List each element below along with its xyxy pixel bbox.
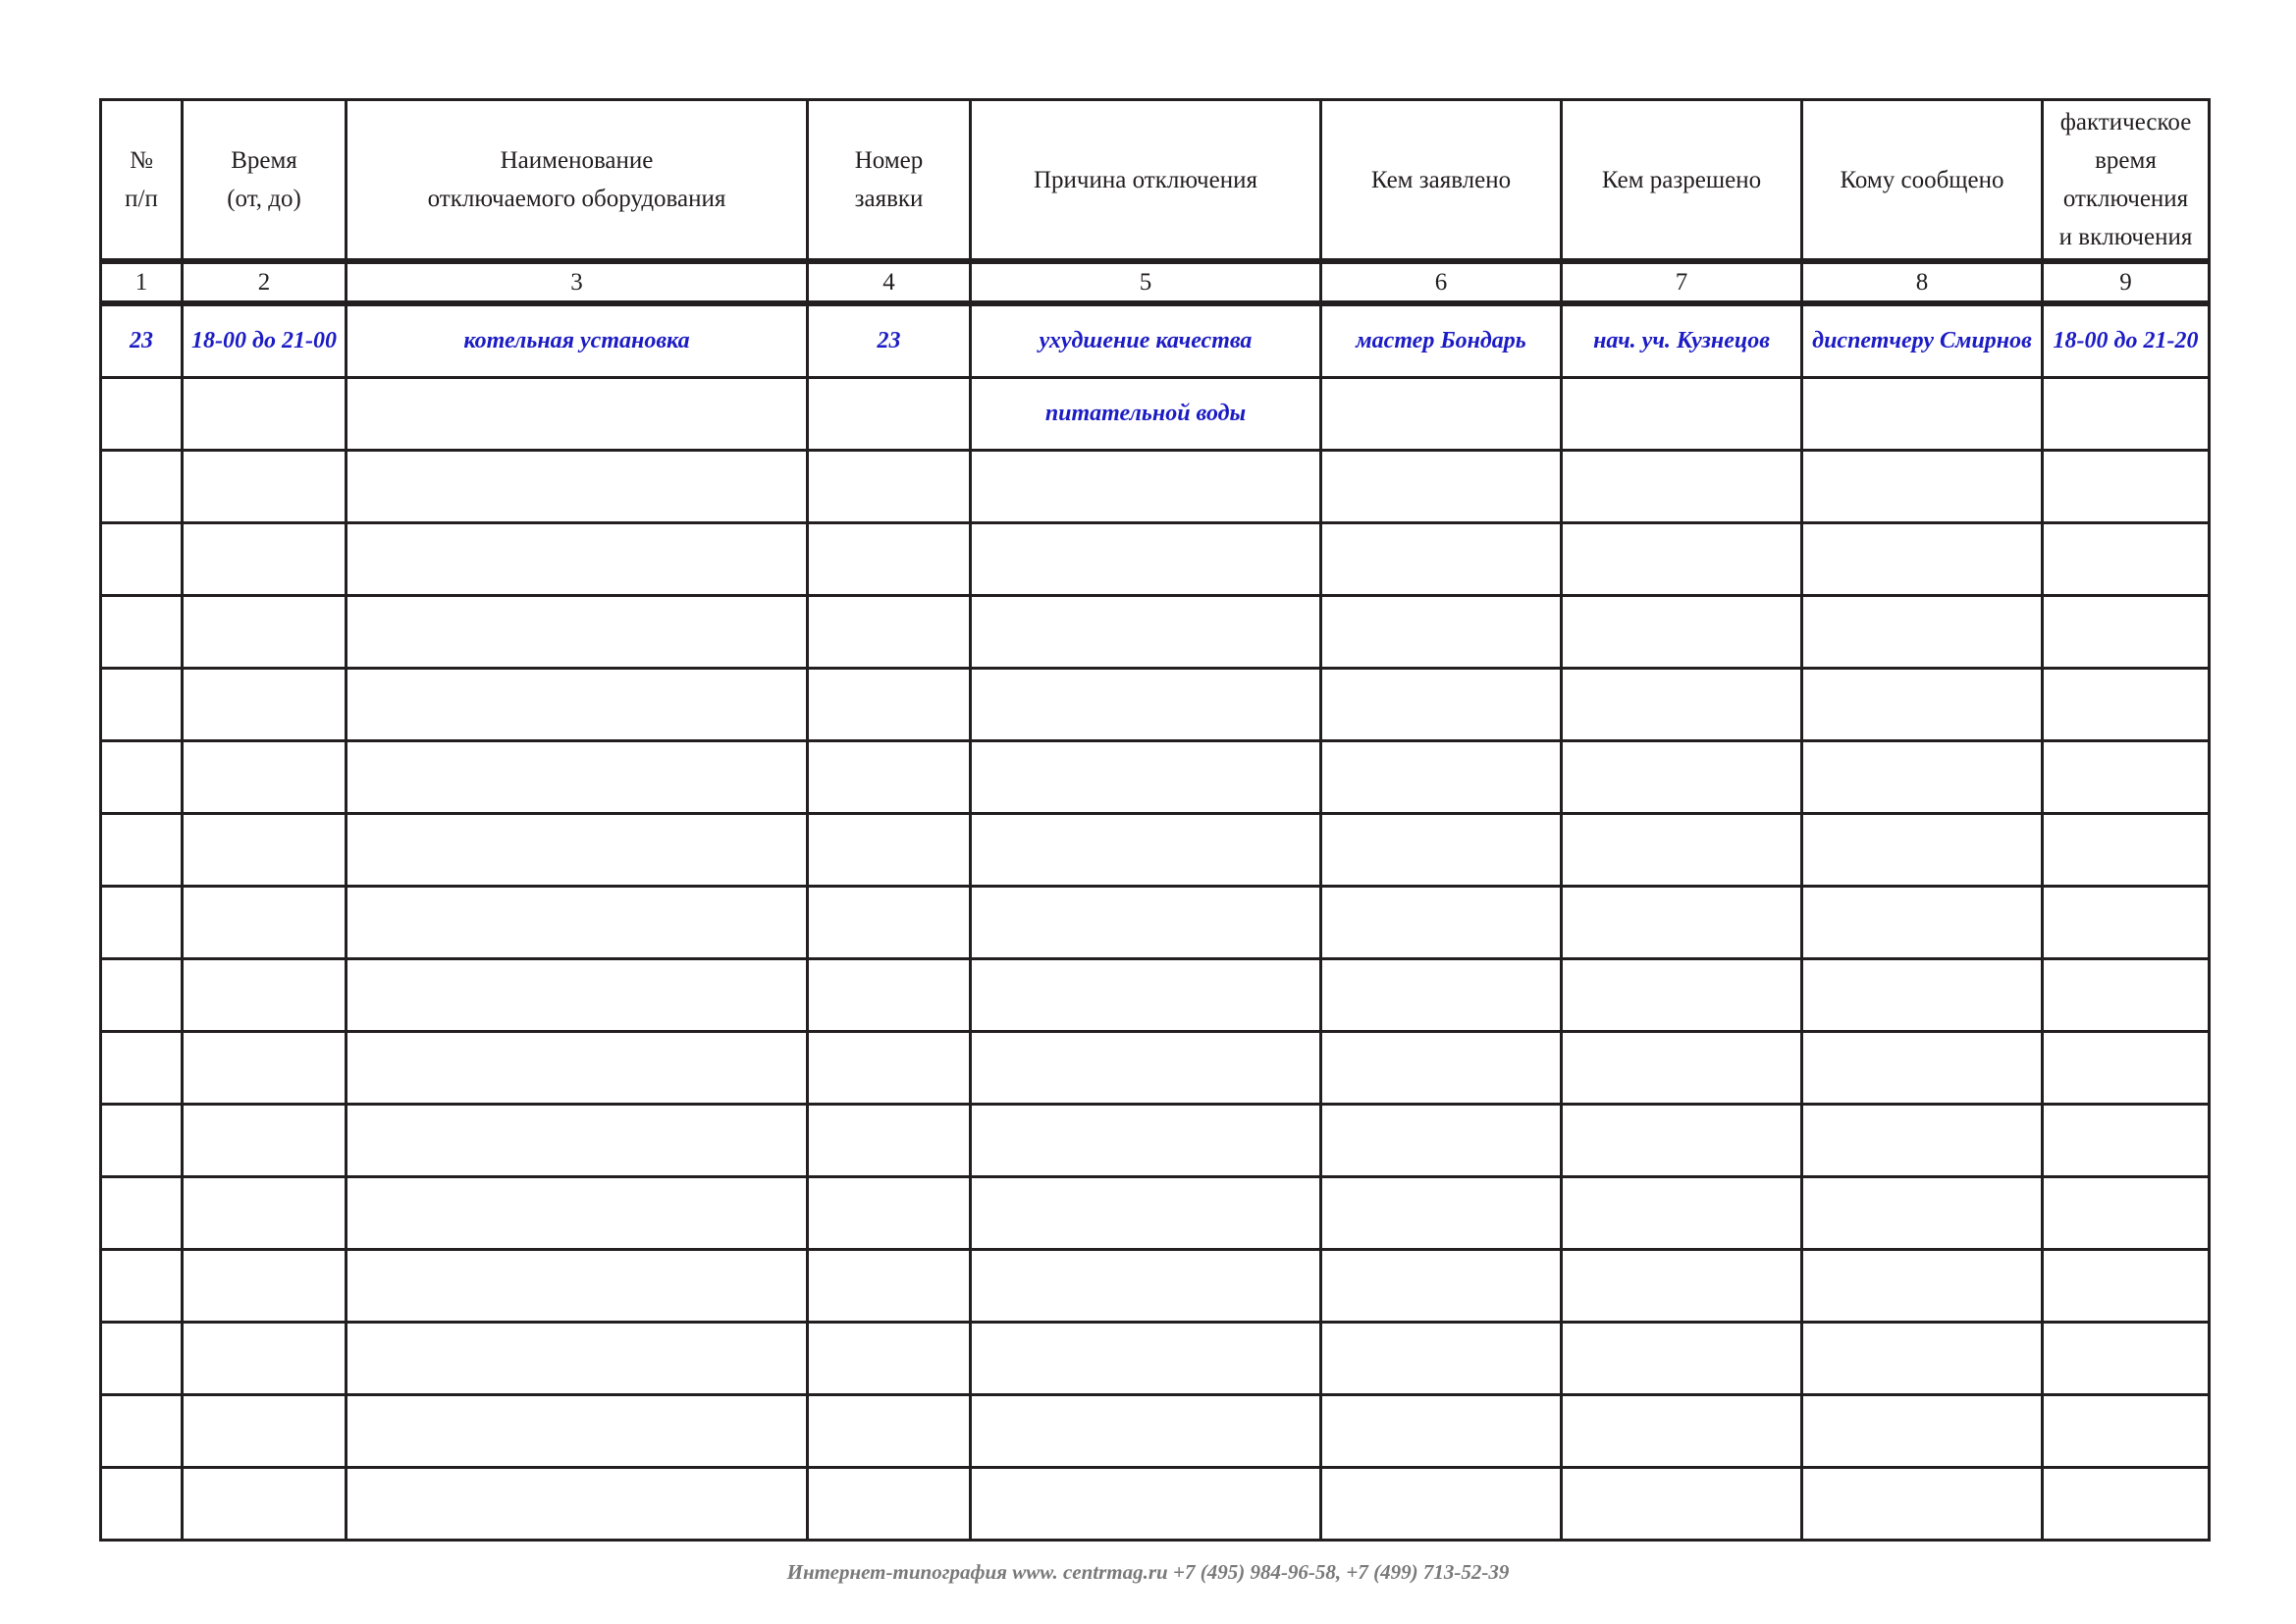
cell-declared-by[interactable]	[1321, 596, 1562, 669]
cell-notified-to[interactable]	[1802, 1468, 2043, 1541]
cell-equipment-name[interactable]	[347, 1468, 808, 1541]
cell-row-number[interactable]	[101, 814, 183, 887]
cell-disconnection-reason[interactable]	[971, 523, 1321, 596]
cell-equipment-name[interactable]	[347, 959, 808, 1032]
cell-declared-by[interactable]	[1321, 669, 1562, 741]
cell-equipment-name[interactable]	[347, 378, 808, 451]
header-actual-time	[2043, 100, 2210, 262]
cell-actual-time[interactable]	[2043, 378, 2210, 451]
cell-equipment-name[interactable]	[347, 1105, 808, 1177]
table-row	[101, 1032, 2210, 1105]
table-row	[101, 814, 2210, 887]
cell-request-number[interactable]	[808, 1250, 971, 1323]
cell-request-number[interactable]	[808, 1032, 971, 1105]
cell-disconnection-reason[interactable]	[971, 1250, 1321, 1323]
cell-row-number[interactable]	[101, 451, 183, 523]
printer-footer: Интернет-типография www. centrmag.ru +7 (495) 984-96-58, +7 (499) 713-52-39	[786, 1560, 1510, 1584]
cell-row-number[interactable]	[101, 887, 183, 959]
cell-actual-time[interactable]	[2043, 1250, 2210, 1323]
cell-permitted-by[interactable]	[1562, 378, 1802, 451]
cell-permitted-by[interactable]	[1562, 959, 1802, 1032]
cell-declared-by[interactable]	[1321, 1177, 1562, 1250]
cell-request-number[interactable]	[808, 1468, 971, 1541]
cell-declared-by[interactable]	[1321, 814, 1562, 887]
table-row	[101, 959, 2210, 1032]
cell-permitted-by[interactable]	[1562, 1323, 1802, 1395]
header-line: Кому сообщено	[1840, 166, 2004, 193]
cell-disconnection-reason[interactable]	[971, 959, 1321, 1032]
cell-permitted-by[interactable]	[1562, 887, 1802, 959]
cell-disconnection-reason[interactable]	[971, 814, 1321, 887]
cell-declared-by[interactable]	[1321, 1323, 1562, 1395]
cell-disconnection-reason[interactable]	[971, 669, 1321, 741]
cell-row-number[interactable]	[101, 1105, 183, 1177]
cell-equipment-name[interactable]	[347, 1395, 808, 1468]
cell-notified-to[interactable]	[1802, 523, 2043, 596]
cell-notified-to[interactable]	[1802, 1323, 2043, 1395]
cell-disconnection-reason[interactable]	[971, 1323, 1321, 1395]
cell-row-number[interactable]	[101, 1395, 183, 1468]
column-number: 4	[808, 261, 971, 303]
header-line: Кем разрешено	[1601, 166, 1762, 193]
cell-disconnection-reason[interactable]	[971, 887, 1321, 959]
cell-declared-by[interactable]	[1321, 1468, 1562, 1541]
table-row	[101, 1395, 2210, 1468]
cell-row-number[interactable]	[101, 1468, 183, 1541]
cell-actual-time[interactable]	[2043, 1105, 2210, 1177]
table-row	[101, 596, 2210, 669]
cell-time[interactable]	[183, 596, 347, 669]
cell-declared-by[interactable]	[1321, 959, 1562, 1032]
cell-request-number[interactable]	[808, 451, 971, 523]
journal-table-wrapper	[99, 98, 2208, 1530]
cell-request-number[interactable]	[808, 741, 971, 814]
cell-notified-to[interactable]	[1802, 669, 2043, 741]
header-declared-by	[1321, 100, 1562, 262]
header-line: Время	[231, 147, 297, 174]
cell-time[interactable]	[183, 1250, 347, 1323]
header-permitted-by	[1562, 100, 1802, 262]
cell-declared-by[interactable]	[1321, 378, 1562, 451]
cell-time[interactable]	[183, 1323, 347, 1395]
cell-actual-time[interactable]	[2043, 814, 2210, 887]
column-number: 3	[347, 261, 808, 303]
cell-time[interactable]	[183, 1395, 347, 1468]
cell-row-number[interactable]	[101, 596, 183, 669]
header-row	[101, 100, 2210, 262]
cell-permitted-by[interactable]	[1562, 451, 1802, 523]
cell-time[interactable]	[183, 887, 347, 959]
cell-equipment-name[interactable]	[347, 814, 808, 887]
cell-declared-by[interactable]: мастер Бондарь	[1321, 303, 1562, 378]
table-row	[101, 1250, 2210, 1323]
cell-request-number[interactable]	[808, 1105, 971, 1177]
cell-permitted-by[interactable]	[1562, 1468, 1802, 1541]
table-row	[101, 451, 2210, 523]
cell-request-number[interactable]	[808, 523, 971, 596]
header-row-number	[101, 100, 183, 262]
cell-request-number[interactable]: 23	[808, 303, 971, 378]
cell-time[interactable]	[183, 1032, 347, 1105]
cell-row-number[interactable]	[101, 1177, 183, 1250]
column-number: 1	[101, 261, 183, 303]
cell-declared-by[interactable]	[1321, 1250, 1562, 1323]
cell-permitted-by[interactable]: нач. уч. Кузнецов	[1562, 303, 1802, 378]
header-line: заявки	[854, 186, 924, 212]
cell-actual-time[interactable]	[2043, 669, 2210, 741]
cell-actual-time[interactable]	[2043, 959, 2210, 1032]
header-line: Кем заявлено	[1370, 166, 1512, 193]
column-number: 6	[1321, 261, 1562, 303]
cell-row-number[interactable]	[101, 1250, 183, 1323]
cell-disconnection-reason[interactable]	[971, 1177, 1321, 1250]
header-line: Причина отключения	[1034, 166, 1257, 193]
cell-actual-time[interactable]	[2043, 1468, 2210, 1541]
cell-equipment-name[interactable]	[347, 523, 808, 596]
cell-actual-time[interactable]	[2043, 1395, 2210, 1468]
cell-permitted-by[interactable]	[1562, 1177, 1802, 1250]
cell-notified-to[interactable]	[1802, 1032, 2043, 1105]
cell-declared-by[interactable]	[1321, 1395, 1562, 1468]
cell-time[interactable]	[183, 669, 347, 741]
cell-time[interactable]	[183, 959, 347, 1032]
cell-row-number[interactable]	[101, 523, 183, 596]
table-row	[101, 1177, 2210, 1250]
cell-declared-by[interactable]	[1321, 1032, 1562, 1105]
cell-actual-time[interactable]	[2043, 451, 2210, 523]
header-line: отключения	[2062, 186, 2189, 212]
cell-row-number[interactable]	[101, 1323, 183, 1395]
cell-time[interactable]	[183, 814, 347, 887]
cell-time[interactable]	[183, 1177, 347, 1250]
cell-request-number[interactable]	[808, 959, 971, 1032]
cell-equipment-name[interactable]	[347, 1323, 808, 1395]
cell-equipment-name[interactable]	[347, 887, 808, 959]
header-line: фактическое	[2059, 109, 2192, 135]
cell-notified-to[interactable]	[1802, 1395, 2043, 1468]
cell-equipment-name[interactable]	[347, 669, 808, 741]
cell-request-number[interactable]	[808, 378, 971, 451]
header-time	[183, 100, 347, 262]
cell-request-number[interactable]	[808, 814, 971, 887]
cell-row-number[interactable]	[101, 959, 183, 1032]
table-row	[101, 303, 2210, 378]
cell-disconnection-reason[interactable]: ухудшение качества	[971, 303, 1321, 378]
cell-time[interactable]	[183, 1105, 347, 1177]
cell-request-number[interactable]	[808, 1177, 971, 1250]
cell-request-number[interactable]	[808, 1323, 971, 1395]
cell-actual-time[interactable]	[2043, 1177, 2210, 1250]
header-line: (от, до)	[227, 186, 301, 212]
cell-equipment-name[interactable]	[347, 596, 808, 669]
cell-notified-to[interactable]	[1802, 378, 2043, 451]
cell-actual-time[interactable]	[2043, 741, 2210, 814]
cell-row-number[interactable]	[101, 669, 183, 741]
header-line: Наименование	[500, 147, 654, 174]
column-number: 2	[183, 261, 347, 303]
cell-permitted-by[interactable]	[1562, 1395, 1802, 1468]
cell-time[interactable]	[183, 523, 347, 596]
cell-permitted-by[interactable]	[1562, 523, 1802, 596]
cell-equipment-name[interactable]: котельная установка	[347, 303, 808, 378]
column-number: 7	[1562, 261, 1802, 303]
header-line: п/п	[125, 186, 158, 212]
cell-time[interactable]: 18-00 до 21-00	[183, 303, 347, 378]
cell-row-number[interactable]	[101, 378, 183, 451]
cell-notified-to[interactable]	[1802, 1250, 2043, 1323]
cell-disconnection-reason[interactable]	[971, 1468, 1321, 1541]
cell-equipment-name[interactable]	[347, 1177, 808, 1250]
cell-actual-time[interactable]	[2043, 1323, 2210, 1395]
header-line: время	[2095, 147, 2157, 174]
header-notified-to	[1802, 100, 2043, 262]
cell-row-number[interactable]: 23	[101, 303, 183, 378]
cell-equipment-name[interactable]	[347, 1250, 808, 1323]
cell-permitted-by[interactable]	[1562, 669, 1802, 741]
header-equipment-name	[347, 100, 808, 262]
cell-time[interactable]	[183, 741, 347, 814]
cell-disconnection-reason[interactable]	[971, 451, 1321, 523]
cell-permitted-by[interactable]	[1562, 1105, 1802, 1177]
cell-equipment-name[interactable]	[347, 1032, 808, 1105]
header-line: отключаемого оборудования	[427, 186, 726, 212]
cell-notified-to[interactable]	[1802, 887, 2043, 959]
header-line: №	[130, 147, 153, 174]
header-line: Номер	[854, 147, 924, 174]
cell-permitted-by[interactable]	[1562, 814, 1802, 887]
cell-time[interactable]	[183, 451, 347, 523]
cell-time[interactable]	[183, 378, 347, 451]
disconnection-journal-table	[99, 98, 2211, 1542]
cell-disconnection-reason[interactable]: питательной воды	[971, 378, 1321, 451]
cell-request-number[interactable]	[808, 887, 971, 959]
cell-notified-to[interactable]	[1802, 741, 2043, 814]
cell-permitted-by[interactable]	[1562, 1250, 1802, 1323]
table-row	[101, 887, 2210, 959]
cell-notified-to[interactable]: диспетчеру Смирнов	[1802, 303, 2043, 378]
cell-request-number[interactable]	[808, 669, 971, 741]
cell-actual-time[interactable]	[2043, 1032, 2210, 1105]
cell-request-number[interactable]	[808, 1395, 971, 1468]
cell-request-number[interactable]	[808, 596, 971, 669]
cell-permitted-by[interactable]	[1562, 1032, 1802, 1105]
cell-notified-to[interactable]	[1802, 1105, 2043, 1177]
cell-notified-to[interactable]	[1802, 451, 2043, 523]
cell-row-number[interactable]	[101, 1032, 183, 1105]
cell-declared-by[interactable]	[1321, 1105, 1562, 1177]
cell-notified-to[interactable]	[1802, 1177, 2043, 1250]
cell-disconnection-reason[interactable]	[971, 1395, 1321, 1468]
header-request-number	[808, 100, 971, 262]
table-row	[101, 523, 2210, 596]
table-row	[101, 1105, 2210, 1177]
cell-declared-by[interactable]	[1321, 451, 1562, 523]
cell-disconnection-reason[interactable]	[971, 596, 1321, 669]
cell-disconnection-reason[interactable]	[971, 741, 1321, 814]
cell-actual-time[interactable]	[2043, 887, 2210, 959]
column-number: 5	[971, 261, 1321, 303]
cell-declared-by[interactable]	[1321, 523, 1562, 596]
column-numbers-row	[101, 261, 2210, 303]
cell-declared-by[interactable]	[1321, 887, 1562, 959]
table-row	[101, 378, 2210, 451]
cell-notified-to[interactable]	[1802, 596, 2043, 669]
cell-permitted-by[interactable]	[1562, 741, 1802, 814]
cell-actual-time[interactable]: 18-00 до 21-20	[2043, 303, 2210, 378]
cell-notified-to[interactable]	[1802, 814, 2043, 887]
header-disconnection-reason	[971, 100, 1321, 262]
cell-notified-to[interactable]	[1802, 959, 2043, 1032]
cell-equipment-name[interactable]	[347, 741, 808, 814]
cell-actual-time[interactable]	[2043, 596, 2210, 669]
cell-disconnection-reason[interactable]	[971, 1105, 1321, 1177]
cell-time[interactable]	[183, 1468, 347, 1541]
cell-equipment-name[interactable]	[347, 451, 808, 523]
table-row	[101, 1468, 2210, 1541]
table-row	[101, 1323, 2210, 1395]
column-number: 8	[1802, 261, 2043, 303]
column-number: 9	[2043, 261, 2210, 303]
cell-actual-time[interactable]	[2043, 523, 2210, 596]
header-line: и включения	[2058, 224, 2193, 250]
cell-declared-by[interactable]	[1321, 741, 1562, 814]
table-row	[101, 741, 2210, 814]
cell-permitted-by[interactable]	[1562, 596, 1802, 669]
cell-row-number[interactable]	[101, 741, 183, 814]
cell-disconnection-reason[interactable]	[971, 1032, 1321, 1105]
table-row	[101, 669, 2210, 741]
